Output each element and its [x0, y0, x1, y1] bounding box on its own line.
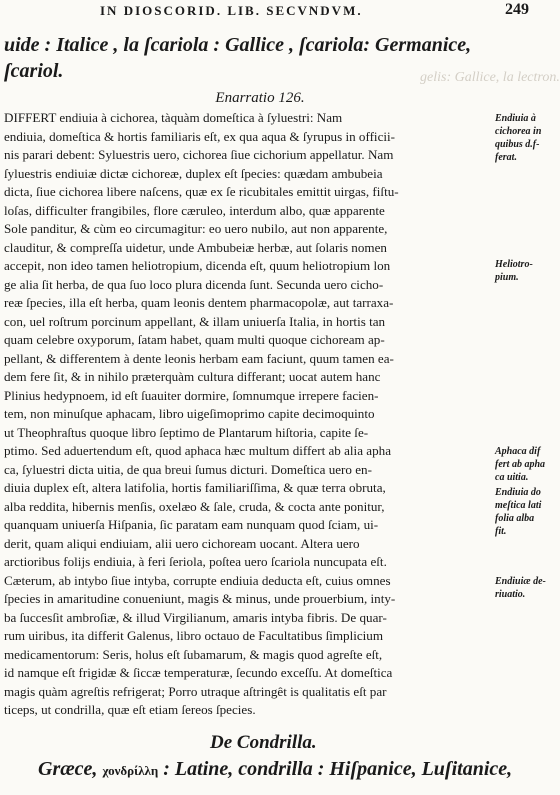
margin-note-line: pium. [495, 272, 519, 283]
margin-note-line: Heliotro- [495, 259, 533, 270]
body-line: loſas, difficulter frangibiles, flore cæruleo, interdum albo, quæ apparente [4, 202, 385, 218]
body-line: ticeps, ut condrilla, quæ eſt etiam ſereos ſpecies. [4, 702, 256, 717]
lead-text [4, 32, 484, 84]
bleed-through-text: gelis: Gallice, la lectron. [420, 70, 560, 85]
body-line: ca, ſyluestri dicta uitia, de qua breui ſumus dicturi. Domeſtica uero en- [4, 461, 372, 477]
body-line: Sole panditur, & cùm eo circumagitur: eo uero nubilo, aut non apparente, [4, 221, 388, 236]
footer-line-end: : Latine, condrilla : Hiſpanice, Luſitanice, [163, 758, 513, 780]
body-line: pellant, & differentem à dente leonis herbam eam faciunt, quum tamen ea- [4, 350, 394, 366]
lead-line: ſcariol. [4, 60, 64, 82]
body-line: DIFFERT endiuia à cichorea, tàquàm domeſtica à ſyluestri: Nam [4, 110, 343, 125]
footer-line-start: Græce, [38, 758, 98, 780]
body-line: ptimo. Sed aduertendum eſt, quod aphaca hæc multum differt ab alia apha [4, 443, 392, 458]
body-line: reæ ſpecies, illa eſt herba, quam leonis dentem pharmacopolæ, aut tarraxa- [4, 295, 394, 310]
margin-note-line: fert ab apha [495, 459, 545, 470]
body-line: accepit, non ideo tamen heliotropium, dicenda eſt, quum heliotropium lon [4, 258, 391, 273]
footer-line-greek: χονδρίλλη [102, 763, 159, 778]
margin-note-line: ca uitia. [495, 472, 529, 483]
body-line: ge alia ſit herba, de qua ſuo loco plura dicenda ſunt. Secunda uero cicho- [4, 276, 384, 292]
body-line: dicta, ſiue cichorea libere naſcens, quæ ex ſe ricubitales emittit uirgas, fiſtu- [4, 184, 399, 199]
margin-note-endiuia-domestica [495, 486, 557, 538]
body-line: id namque eſt frigidæ & ſiccæ temperaturæ, ſecundo exceſſu. At domeſtica [4, 665, 393, 680]
body-line: quam celebre oxyporum, ſatam habet, quam multi quoque cichoream ap- [4, 332, 385, 347]
lead-line: uide : Italice , la ſcariola : Gallice , ſcariola: Germanice, [4, 34, 472, 56]
body-line: Plinius hedypnoem, id eſt ſuauiter dormire, ſomnumque irrepere facien- [4, 387, 379, 403]
margin-note-aphaca [495, 445, 557, 484]
margin-note-line: quibus d.f- [495, 139, 540, 150]
margin-note-endiuia-cichorea [495, 112, 557, 164]
footer-line [38, 758, 513, 781]
body-text [4, 109, 488, 720]
margin-note-line: Endiuiæ de- [495, 576, 546, 587]
body-line: Cæterum, ab intybo ſiue intyba, corrupte endiuia deducta eſt, cuius omnes [4, 572, 391, 588]
page-number: 249 [505, 1, 529, 18]
body-line: tem, non minuſque aphacam, libro uigeſimoprimo capite decimoquinto [4, 406, 375, 421]
body-line: rum uiribus, ita differit Galenus, libro octauo de Facultatibus ſimplicium [4, 628, 384, 643]
body-line: alba reddita, hibernis menſis, oxelæo & ſale, cruda, & cocta ante ponitur, [4, 498, 385, 514]
body-line: ut Theophraſtus quoque libro ſeptimo de Plantarum hiſtoria, capite ſe- [4, 424, 369, 440]
margin-note-line: ferat. [495, 152, 517, 163]
margin-note-line: Endiuia à [495, 113, 536, 124]
body-line: con, uel roſtrum porcinum appellant, & illam uniuerſa Italia, in hortis tan [4, 313, 386, 329]
body-line: diuia duplex eſt, altera latifolia, hortis familiariſſima, & quæ terra obruta, [4, 480, 386, 495]
body-line: dem fere ſit, & in nihilo præterquàm cultura differant; uocat autem hanc [4, 369, 381, 384]
body-line: magis quàm agreſtis refrigerat; Porro utraque aſtringêt is qualitatis eſt par [4, 683, 387, 699]
margin-note-line: fit. [495, 526, 507, 537]
body-line: medicamentorum: Seris, holus eſt ſubamarum, & magis quod agreſte eſt, [4, 646, 383, 662]
margin-note-line: Aphaca dif [495, 446, 541, 457]
body-line: endiuia, domeſtica & hortis familiaris eſt, ex qua aqua & ſyrupus in officii- [4, 128, 396, 144]
body-line: derit, quam aliqui endiuiam, alii uero cichoream uocant. Altera uero [4, 535, 360, 551]
margin-note-endiuiae-deriuatio [495, 575, 557, 601]
body-line: clauditur, & compreſſa uidetur, unde Ambubeiæ herbæ, aut ſolaris nomen [4, 239, 387, 255]
margin-note-line: Endiuia do [495, 487, 541, 498]
margin-note-line: cichorea in [495, 126, 542, 137]
narratio-heading: Enarratio 126. [215, 90, 305, 106]
margin-note-line: meſtica lati [495, 500, 542, 511]
body-line: ſyluestris endiuiæ dictæ cichoreæ, duplex eſt ſpecies: quædam ambubeia [4, 165, 383, 181]
body-line: ba ſuccesſit ambroſiæ, & illud Virgilianum, amaris intyba fibris. De quar- [4, 609, 387, 625]
section-title: De Condrilla. [210, 732, 317, 753]
margin-note-heliotropium [495, 258, 557, 284]
running-title: IN DIOSCORID. LIB. SECVNDVM. [100, 3, 363, 18]
body-line: arctioribus folijs endiuia, à feri ſeriola, poſtea uero ſcariola nuncupata eſt. [4, 554, 387, 569]
body-line: nis parari debent: Syluestris uero, cichorea ſiue cichorium appellatur. Nam [4, 147, 394, 162]
body-line: quanquam uniuerſa Hiſpania, ſic paratam eam nunquam quod ſciam, ui- [4, 517, 379, 532]
margin-note-line: riuatio. [495, 589, 526, 600]
body-line: ſpecies in amaritudine conueniunt, magis & minus, unde prouerbium, inty- [4, 591, 396, 606]
margin-note-line: folia alba [495, 513, 535, 524]
